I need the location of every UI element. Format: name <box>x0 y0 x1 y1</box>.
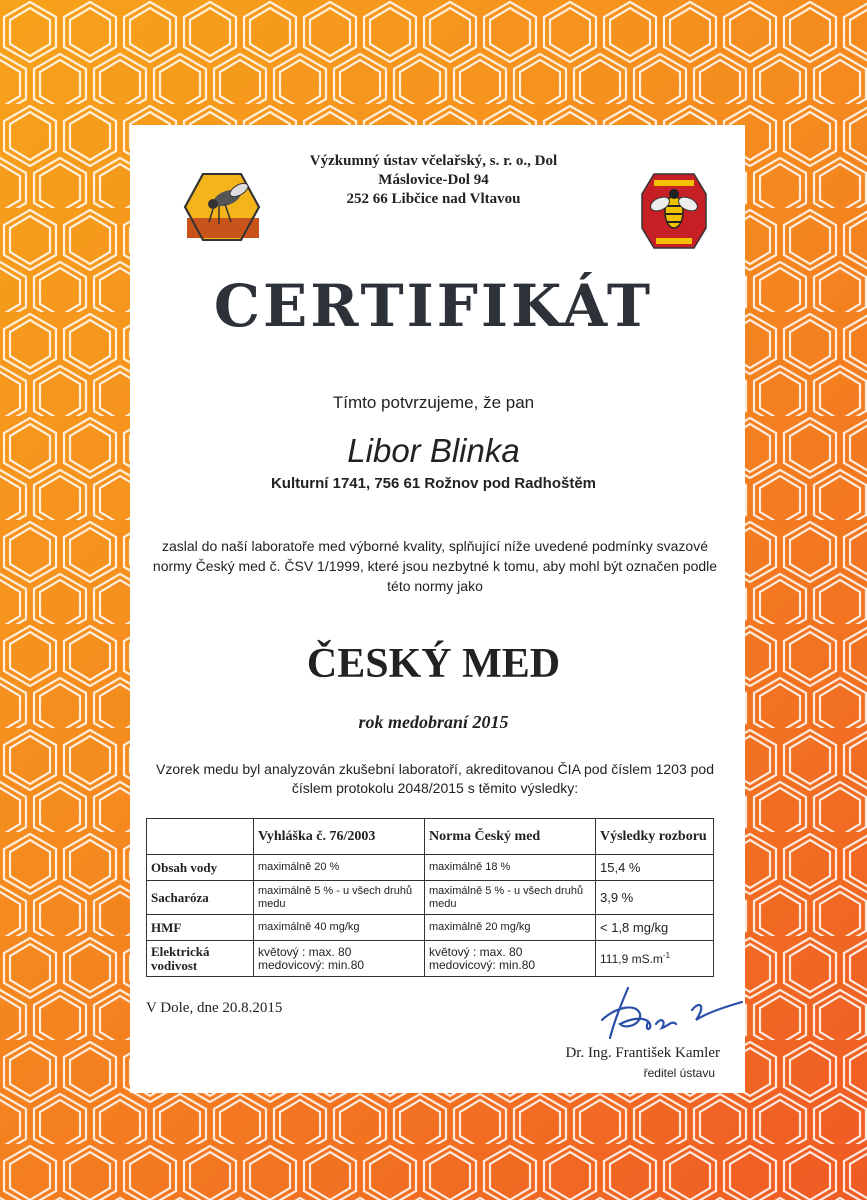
signer-name: Dr. Ing. František Kamler <box>565 1045 720 1061</box>
cell-sucrose-norma: maximálně 5 % - u všech druhů medu <box>425 881 596 915</box>
cell-hmf-norma: maximálně 20 mg/kg <box>425 915 596 941</box>
issue-date: V Dole, dne 20.8.2015 <box>146 1000 283 1016</box>
cell-sucrose-result: 3,9 % <box>596 881 714 915</box>
cell-conductivity-norma <box>425 941 596 977</box>
conductivity-vyhlaska-line2: medovicový: min.80 <box>258 957 365 972</box>
cell-conductivity-vyhlaska <box>254 941 425 977</box>
results-table <box>146 818 714 977</box>
conductivity-vyhlaska-line1: květový : max. 80 <box>258 944 352 959</box>
signature-image <box>592 980 752 1050</box>
certificate-title: CERTIFIKÁT <box>213 272 654 340</box>
cell-hmf-vyhlaska: maximálně 40 mg/kg <box>254 915 425 941</box>
table-header-empty <box>147 819 254 855</box>
table-row <box>147 941 714 977</box>
table-header-row <box>147 819 714 855</box>
table-row <box>147 881 714 915</box>
conductivity-norma-line1: květový : max. 80 <box>429 944 523 959</box>
table-row <box>147 855 714 881</box>
row-label-conductivity: Elektrická vodivost <box>147 941 254 977</box>
table-header-norma: Norma Český med <box>425 819 596 855</box>
table-header-vyhlaska: Vyhláška č. 76/2003 <box>254 819 425 855</box>
product-title: ČESKÝ MED <box>306 641 561 687</box>
recipient-name: Libor Blinka <box>347 432 520 469</box>
conductivity-norma-line2: medovicový: min.80 <box>429 957 536 972</box>
cell-water-vyhlaska: maximálně 20 % <box>254 855 425 881</box>
cell-hmf-result: < 1,8 mg/kg <box>596 915 714 941</box>
analysis-text: Vzorek medu byl analyzován zkušební laboratoří, akreditovanou ČIA pod číslem 1203 pod číslem protokolu 2048/2015 s těmito výsledky: <box>156 761 714 796</box>
cell-water-norma: maximálně 18 % <box>425 855 596 881</box>
institution-address-line1: Máslovice-Dol 94 <box>378 172 489 188</box>
row-label-sucrose: Sacharóza <box>147 881 254 915</box>
conductivity-result-exponent: -1 <box>662 951 671 960</box>
harvest-year: rok medobraní 2015 <box>358 712 509 732</box>
signer-title: ředitel ústavu <box>643 1066 715 1080</box>
table-row <box>147 915 714 941</box>
institution-address-line2: 252 66 Libčice nad Vltavou <box>346 191 521 207</box>
row-label-hmf: HMF <box>147 915 254 941</box>
row-label-water: Obsah vody <box>147 855 254 881</box>
recipient-address: Kulturní 1741, 756 61 Rožnov pod Radhoštěm <box>270 475 597 492</box>
cell-water-result: 15,4 % <box>596 855 714 881</box>
institution-name: Výzkumný ústav včelařský, s. r. o., Dol <box>309 153 558 169</box>
cell-sucrose-vyhlaska: maximálně 5 % - u všech druhů medu <box>254 881 425 915</box>
conductivity-result-value: 111,9 mS.m <box>600 952 663 966</box>
confirmation-text: Tímto potvrzujeme, že pan <box>332 393 535 412</box>
cell-conductivity-result <box>596 941 714 977</box>
certificate-paragraph: zaslal do naší laboratoře med výborné kvality, splňující níže uvedené podmínky svazové normy Český med č. ČSV 1/1999, které jsou nezbytné k tomu, aby mohl být označen podle této normy jako <box>152 538 718 594</box>
table-header-results: Výsledky rozboru <box>596 819 714 855</box>
